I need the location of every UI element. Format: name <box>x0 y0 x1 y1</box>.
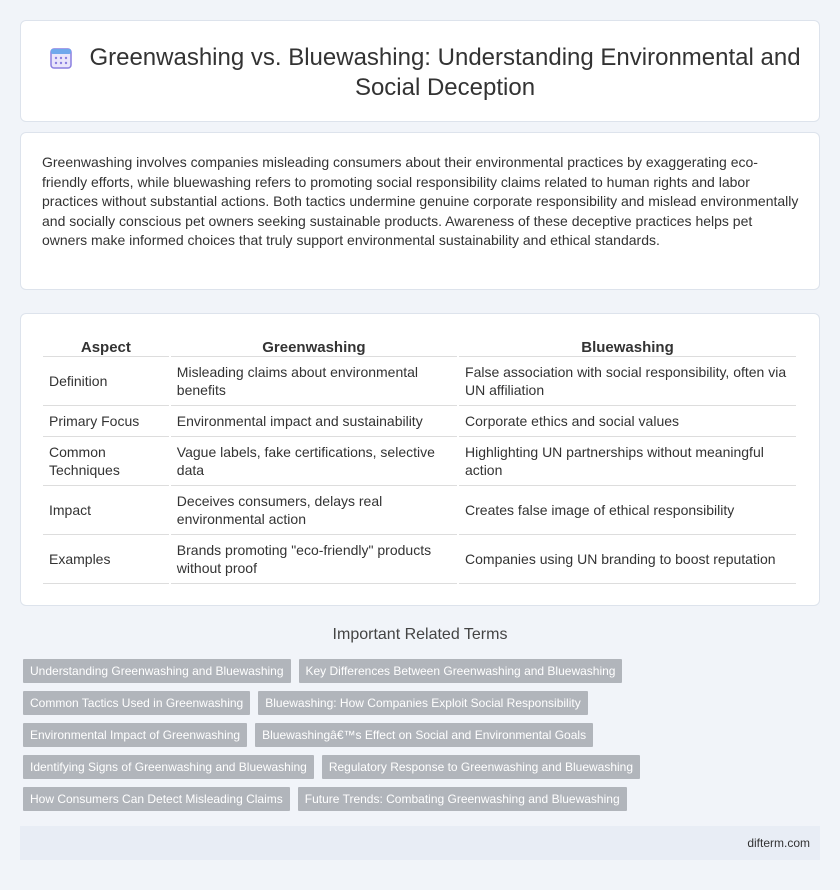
table-cell: Vague labels, fake certifications, selective data <box>171 437 457 486</box>
table-cell: Examples <box>43 535 169 584</box>
table-row <box>43 535 796 584</box>
table-cell: Corporate ethics and social values <box>459 406 796 437</box>
table-cell: Primary Focus <box>43 406 169 437</box>
column-header: Greenwashing <box>171 335 457 357</box>
related-term-tag[interactable]: Bluewashingâ€™s Effect on Social and Environmental Goals <box>255 723 593 747</box>
table-cell: Definition <box>43 357 169 406</box>
table-cell: Misleading claims about environmental benefits <box>171 357 457 406</box>
column-header: Bluewashing <box>459 335 796 357</box>
comparison-card <box>20 313 820 606</box>
table-cell: Highlighting UN partnerships without meaningful action <box>459 437 796 486</box>
table-cell: Environmental impact and sustainability <box>171 406 457 437</box>
table-row <box>43 406 796 437</box>
related-term-tag[interactable]: How Consumers Can Detect Misleading Claims <box>23 787 290 811</box>
table-row <box>43 357 796 406</box>
tag-row <box>23 659 622 683</box>
table-cell: Common Techniques <box>43 437 169 486</box>
tag-row <box>23 787 627 811</box>
table-cell: Deceives consumers, delays real environmental action <box>171 486 457 535</box>
table-row <box>43 486 796 535</box>
related-term-tag[interactable]: Understanding Greenwashing and Bluewashing <box>23 659 291 683</box>
column-header: Aspect <box>43 335 169 357</box>
related-term-tag[interactable]: Key Differences Between Greenwashing and Bluewashing <box>299 659 623 683</box>
footer <box>20 826 820 860</box>
tag-row <box>23 755 640 779</box>
footer-site-link[interactable]: difterm.com <box>747 836 810 850</box>
table-header-row <box>43 335 796 357</box>
calendar-icon <box>49 46 73 70</box>
table-row <box>43 437 796 486</box>
tag-row <box>23 691 588 715</box>
table-cell: Brands promoting "eco-friendly" products without proof <box>171 535 457 584</box>
table-cell: Impact <box>43 486 169 535</box>
table-cell: False association with social responsibility, often via UN affiliation <box>459 357 796 406</box>
related-terms-title: Important Related Terms <box>332 626 508 643</box>
tag-row <box>23 723 593 747</box>
table-cell: Creates false image of ethical responsibility <box>459 486 796 535</box>
related-term-tag[interactable]: Identifying Signs of Greenwashing and Bluewashing <box>23 755 314 779</box>
related-term-tag[interactable]: Common Tactics Used in Greenwashing <box>23 691 250 715</box>
table-cell: Companies using UN branding to boost reputation <box>459 535 796 584</box>
related-term-tag[interactable]: Environmental Impact of Greenwashing <box>23 723 247 747</box>
related-term-tag[interactable]: Future Trends: Combating Greenwashing and Bluewashing <box>298 787 627 811</box>
comparison-table <box>41 335 798 584</box>
intro-paragraph: Greenwashing involves companies misleading consumers about their environmental practices by exaggerating eco-friendly efforts, while bluewashing refers to promoting social responsibility claims related to human rights and labor practices without substantial actions. Both tactics undermine genuine corporate responsibility and mislead environmentally and socially conscious pet owners seeking sustainable products. Awareness of these deceptive practices helps pet owners make informed choices that truly support environmental sustainability and ethical standards. <box>42 154 799 248</box>
header-card <box>20 20 820 122</box>
related-term-tag[interactable]: Bluewashing: How Companies Exploit Social Responsibility <box>258 691 588 715</box>
page-title: Greenwashing vs. Bluewashing: Understanding Environmental and Social Deception <box>89 44 801 101</box>
intro-card <box>20 132 820 290</box>
related-term-tag[interactable]: Regulatory Response to Greenwashing and Bluewashing <box>322 755 640 779</box>
